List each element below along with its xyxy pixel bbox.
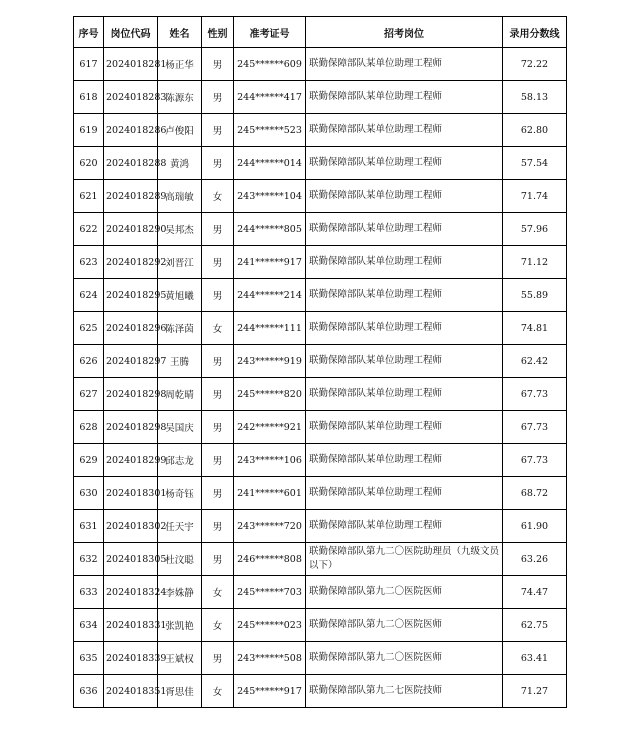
- cell-post-code: 2024018296: [104, 312, 158, 345]
- cell-gender: 男: [202, 411, 234, 444]
- table-row: [74, 246, 567, 279]
- cell-index: 633: [74, 576, 104, 609]
- header-row: [74, 17, 567, 48]
- cell-exam-no: 245******917: [234, 675, 306, 708]
- cell-name: 杜汶聪: [158, 543, 202, 576]
- cell-gender: 男: [202, 543, 234, 576]
- cell-score: 71.12: [503, 246, 567, 279]
- cell-index: 619: [74, 114, 104, 147]
- cell-name: 张凯艳: [158, 609, 202, 642]
- cell-index: 623: [74, 246, 104, 279]
- cell-gender: 女: [202, 609, 234, 642]
- cell-gender: 女: [202, 180, 234, 213]
- cell-score: 74.47: [503, 576, 567, 609]
- cell-exam-no: 243******104: [234, 180, 306, 213]
- cell-position: 联勤保障部队某单位助理工程师: [306, 312, 503, 345]
- table-row: [74, 411, 567, 444]
- cell-gender: 女: [202, 312, 234, 345]
- cell-index: 621: [74, 180, 104, 213]
- cell-gender: 男: [202, 213, 234, 246]
- cell-name: 王斌权: [158, 642, 202, 675]
- cell-score: 67.73: [503, 444, 567, 477]
- header-index: 序号: [74, 17, 104, 48]
- cell-exam-no: 245******703: [234, 576, 306, 609]
- cell-score: 67.73: [503, 411, 567, 444]
- cell-post-code: 2024018331: [104, 609, 158, 642]
- cell-exam-no: 243******919: [234, 345, 306, 378]
- cell-score: 63.26: [503, 543, 567, 576]
- cell-position: 联勤保障部队某单位助理工程师: [306, 213, 503, 246]
- cell-index: 622: [74, 213, 104, 246]
- cell-index: 618: [74, 81, 104, 114]
- cell-position: 联勤保障部队某单位助理工程师: [306, 180, 503, 213]
- cell-name: 杨正华: [158, 48, 202, 81]
- cell-position: 联勤保障部队第九二〇医院助理员（九级文员以下）: [306, 543, 503, 576]
- cell-name: 卢俊阳: [158, 114, 202, 147]
- header-name: 姓名: [158, 17, 202, 48]
- cell-gender: 男: [202, 510, 234, 543]
- cell-name: 李姝静: [158, 576, 202, 609]
- cell-position: 联勤保障部队某单位助理工程师: [306, 444, 503, 477]
- cell-score: 57.96: [503, 213, 567, 246]
- cell-post-code: 2024018302: [104, 510, 158, 543]
- table-row: [74, 48, 567, 81]
- cell-exam-no: 243******508: [234, 642, 306, 675]
- cell-name: 邱志龙: [158, 444, 202, 477]
- cell-gender: 男: [202, 81, 234, 114]
- cell-name: 陈泽茵: [158, 312, 202, 345]
- cell-gender: 女: [202, 675, 234, 708]
- cell-name: 陈源东: [158, 81, 202, 114]
- cell-index: 628: [74, 411, 104, 444]
- table-row: [74, 675, 567, 708]
- cell-gender: 男: [202, 345, 234, 378]
- cell-gender: 女: [202, 576, 234, 609]
- cell-name: 刘晋江: [158, 246, 202, 279]
- cell-post-code: 2024018301: [104, 477, 158, 510]
- cell-exam-no: 245******523: [234, 114, 306, 147]
- cell-score: 74.81: [503, 312, 567, 345]
- cell-position: 联勤保障部队某单位助理工程师: [306, 345, 503, 378]
- cell-post-code: 2024018286: [104, 114, 158, 147]
- cell-position: 联勤保障部队第九二〇医院医师: [306, 609, 503, 642]
- cell-gender: 男: [202, 147, 234, 180]
- cell-post-code: 2024018324: [104, 576, 158, 609]
- cell-post-code: 2024018298: [104, 411, 158, 444]
- cell-gender: 男: [202, 444, 234, 477]
- cell-position: 联勤保障部队某单位助理工程师: [306, 114, 503, 147]
- cell-exam-no: 244******417: [234, 81, 306, 114]
- table-row: [74, 279, 567, 312]
- cell-name: 黄鸿: [158, 147, 202, 180]
- cell-post-code: 2024018305: [104, 543, 158, 576]
- cell-name: 王腾: [158, 345, 202, 378]
- cell-score: 71.27: [503, 675, 567, 708]
- cell-exam-no: 241******601: [234, 477, 306, 510]
- cell-position: 联勤保障部队某单位助理工程师: [306, 411, 503, 444]
- cell-index: 626: [74, 345, 104, 378]
- cell-score: 71.74: [503, 180, 567, 213]
- cell-gender: 男: [202, 114, 234, 147]
- cell-name: 高瑞敏: [158, 180, 202, 213]
- table-row: [74, 378, 567, 411]
- table-row: [74, 180, 567, 213]
- cell-index: 627: [74, 378, 104, 411]
- cell-position: 联勤保障部队某单位助理工程师: [306, 81, 503, 114]
- cell-name: 吴邦杰: [158, 213, 202, 246]
- cell-name: 任天宇: [158, 510, 202, 543]
- cell-index: 629: [74, 444, 104, 477]
- cell-post-code: 2024018290: [104, 213, 158, 246]
- cell-position: 联勤保障部队第九二〇医院医师: [306, 576, 503, 609]
- table-row: [74, 510, 567, 543]
- cell-gender: 男: [202, 48, 234, 81]
- cell-position: 联勤保障部队某单位助理工程师: [306, 510, 503, 543]
- cell-index: 631: [74, 510, 104, 543]
- cell-score: 72.22: [503, 48, 567, 81]
- cell-post-code: 2024018283: [104, 81, 158, 114]
- cell-index: 634: [74, 609, 104, 642]
- cell-exam-no: 243******720: [234, 510, 306, 543]
- table-row: [74, 444, 567, 477]
- table-row: [74, 81, 567, 114]
- cell-exam-no: 244******014: [234, 147, 306, 180]
- cell-index: 620: [74, 147, 104, 180]
- table-body: [74, 48, 567, 708]
- cell-position: 联勤保障部队某单位助理工程师: [306, 246, 503, 279]
- cell-post-code: 2024018288: [104, 147, 158, 180]
- cell-exam-no: 243******106: [234, 444, 306, 477]
- cell-gender: 男: [202, 246, 234, 279]
- table-row: [74, 543, 567, 576]
- cell-gender: 男: [202, 279, 234, 312]
- header-post-code: 岗位代码: [104, 17, 158, 48]
- table-row: [74, 147, 567, 180]
- cell-post-code: 2024018295: [104, 279, 158, 312]
- header-gender: 性别: [202, 17, 234, 48]
- cell-post-code: 2024018297: [104, 345, 158, 378]
- header-exam-no: 准考证号: [234, 17, 306, 48]
- cell-score: 62.75: [503, 609, 567, 642]
- cell-position: 联勤保障部队第九二〇医院医师: [306, 642, 503, 675]
- cell-gender: 男: [202, 477, 234, 510]
- cell-post-code: 2024018281: [104, 48, 158, 81]
- cell-position: 联勤保障部队某单位助理工程师: [306, 477, 503, 510]
- cell-name: 杨奇钰: [158, 477, 202, 510]
- cell-position: 联勤保障部队某单位助理工程师: [306, 147, 503, 180]
- header-score: 录用分数线: [503, 17, 567, 48]
- table-row: [74, 576, 567, 609]
- cell-score: 61.90: [503, 510, 567, 543]
- cell-post-code: 2024018299: [104, 444, 158, 477]
- table-row: [74, 213, 567, 246]
- cell-exam-no: 242******921: [234, 411, 306, 444]
- cell-index: 632: [74, 543, 104, 576]
- cell-gender: 男: [202, 642, 234, 675]
- admission-score-table: [73, 16, 567, 708]
- table-row: [74, 477, 567, 510]
- cell-position: 联勤保障部队第九二七医院技师: [306, 675, 503, 708]
- cell-position: 联勤保障部队某单位助理工程师: [306, 48, 503, 81]
- cell-name: 吴国庆: [158, 411, 202, 444]
- cell-name: 黄旭曦: [158, 279, 202, 312]
- cell-position: 联勤保障部队某单位助理工程师: [306, 378, 503, 411]
- cell-exam-no: 244******805: [234, 213, 306, 246]
- cell-index: 630: [74, 477, 104, 510]
- cell-index: 635: [74, 642, 104, 675]
- cell-index: 624: [74, 279, 104, 312]
- cell-score: 68.72: [503, 477, 567, 510]
- cell-index: 625: [74, 312, 104, 345]
- header-position: 招考岗位: [306, 17, 503, 48]
- cell-exam-no: 245******609: [234, 48, 306, 81]
- cell-score: 57.54: [503, 147, 567, 180]
- table-row: [74, 114, 567, 147]
- cell-score: 67.73: [503, 378, 567, 411]
- cell-score: 58.13: [503, 81, 567, 114]
- cell-post-code: 2024018351: [104, 675, 158, 708]
- table-row: [74, 642, 567, 675]
- cell-score: 62.42: [503, 345, 567, 378]
- cell-exam-no: 246******808: [234, 543, 306, 576]
- cell-exam-no: 241******917: [234, 246, 306, 279]
- cell-exam-no: 245******023: [234, 609, 306, 642]
- cell-post-code: 2024018292: [104, 246, 158, 279]
- cell-name: 周乾晴: [158, 378, 202, 411]
- cell-position: 联勤保障部队某单位助理工程师: [306, 279, 503, 312]
- cell-index: 617: [74, 48, 104, 81]
- cell-score: 55.89: [503, 279, 567, 312]
- cell-name: 胥思佳: [158, 675, 202, 708]
- cell-gender: 男: [202, 378, 234, 411]
- cell-exam-no: 245******820: [234, 378, 306, 411]
- cell-post-code: 2024018289: [104, 180, 158, 213]
- cell-score: 63.41: [503, 642, 567, 675]
- cell-index: 636: [74, 675, 104, 708]
- table-row: [74, 312, 567, 345]
- cell-post-code: 2024018298: [104, 378, 158, 411]
- table-row: [74, 345, 567, 378]
- cell-exam-no: 244******111: [234, 312, 306, 345]
- cell-exam-no: 244******214: [234, 279, 306, 312]
- table-row: [74, 609, 567, 642]
- cell-post-code: 2024018339: [104, 642, 158, 675]
- cell-score: 62.80: [503, 114, 567, 147]
